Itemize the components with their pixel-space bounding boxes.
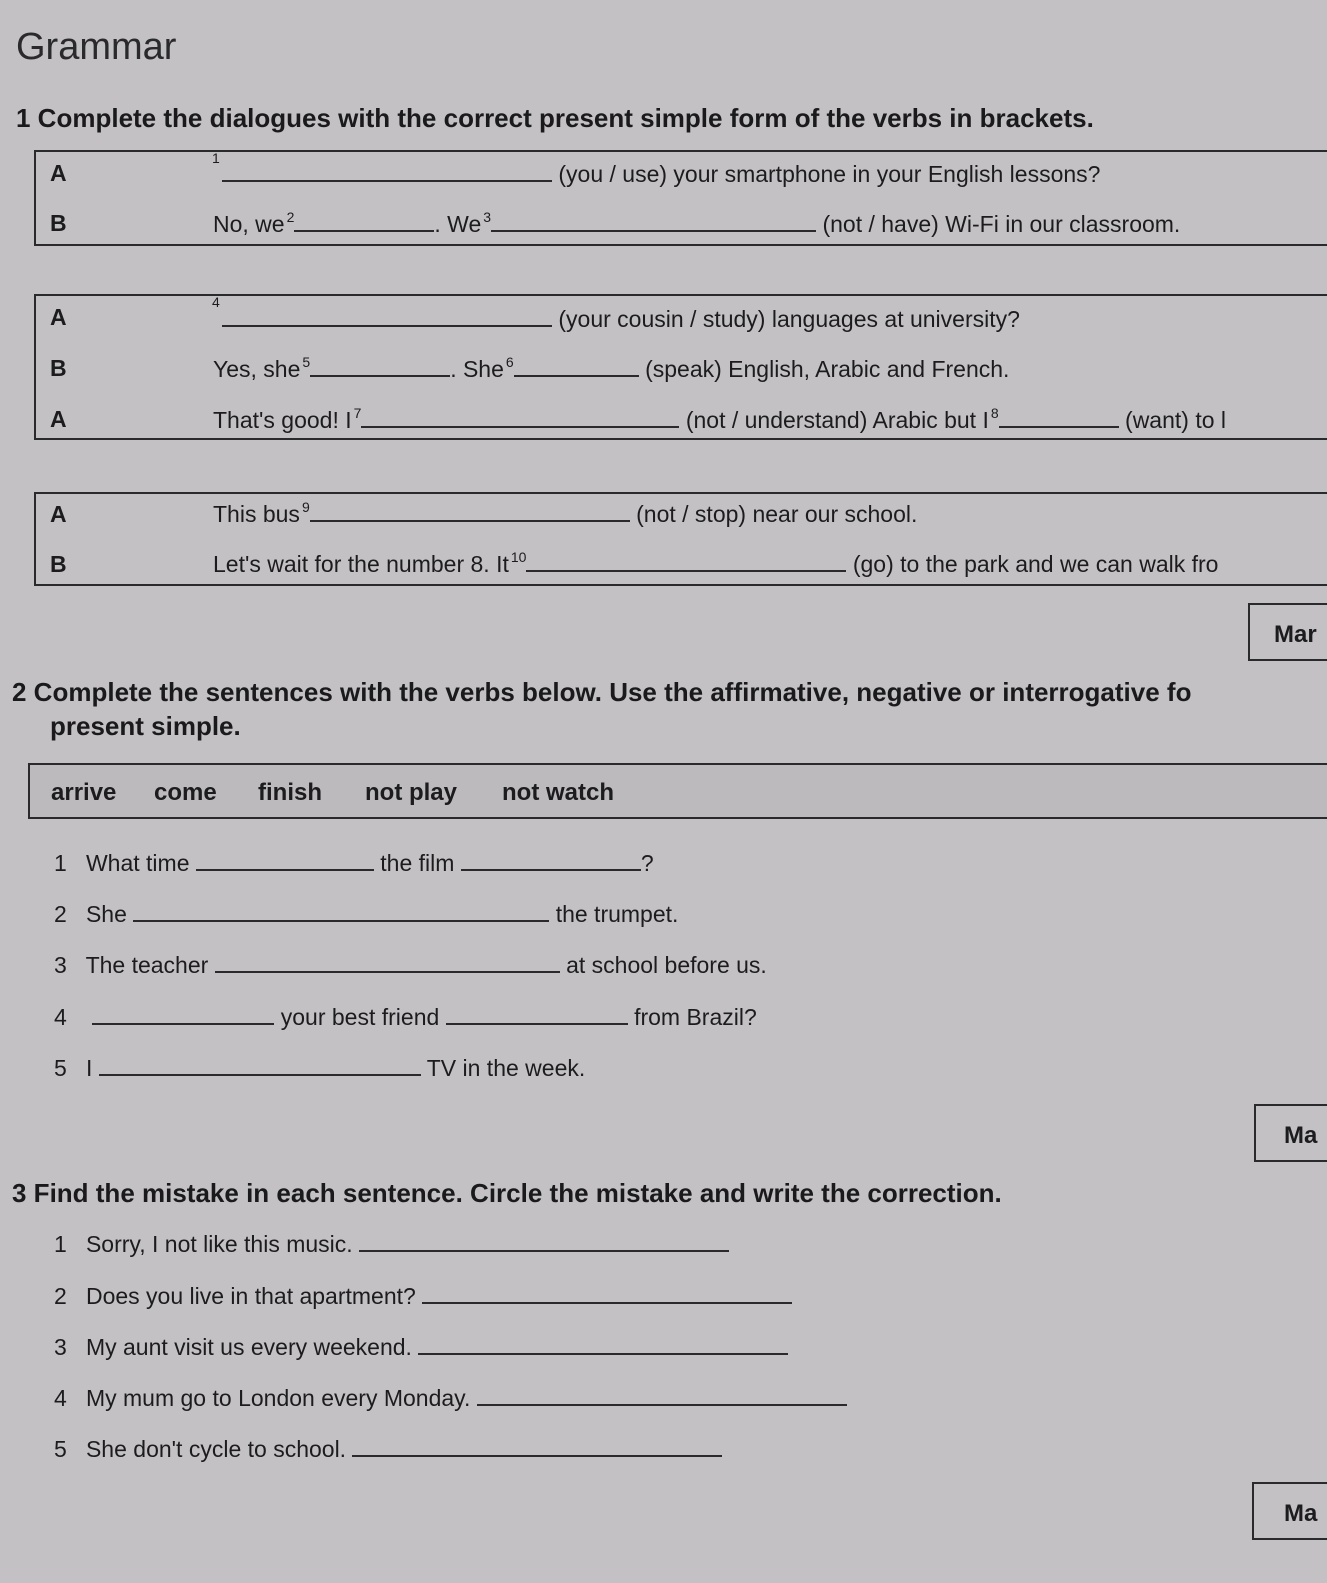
sentence-text: Does you live in that apartment? — [85, 1283, 416, 1309]
answer-blank[interactable] — [294, 208, 434, 232]
sentence-text: My aunt visit us every weekend. — [85, 1334, 412, 1360]
dialogue-line — [222, 158, 1100, 188]
correction-blank[interactable] — [359, 1228, 729, 1252]
speaker-label: A — [50, 160, 67, 186]
exercise-2-heading-continued: present simple. — [50, 711, 241, 741]
exercise-1-heading: 1 Complete the dialogues with the correct present simple form of the verbs in brackets. — [16, 103, 1094, 133]
exercise-3-heading: 3 Find the mistake in each sentence. Circle the mistake and write the correction. — [12, 1178, 1002, 1208]
sentence-text: She don't cycle to school. — [85, 1436, 347, 1462]
correction-blank[interactable] — [352, 1433, 722, 1457]
mark-label: Ma — [1284, 1122, 1318, 1149]
item-number: 4 — [54, 1385, 67, 1411]
sentence-item — [54, 1052, 585, 1082]
item-number: 5 — [54, 1055, 67, 1081]
answer-blank[interactable] — [526, 548, 846, 572]
dialogue-line — [213, 353, 1009, 383]
correction-item — [54, 1433, 722, 1463]
item-number: 1 — [54, 850, 67, 876]
sentence-text: Sorry, I not like this music. — [85, 1231, 353, 1257]
sentence-text: the film — [380, 850, 455, 876]
answer-blank[interactable] — [310, 498, 630, 522]
sentence-text: TV in the week. — [426, 1055, 586, 1081]
correction-blank[interactable] — [422, 1280, 792, 1304]
speaker-label: B — [50, 355, 67, 381]
sentence-text: What time — [85, 850, 190, 876]
mark-box — [1254, 1104, 1327, 1162]
answer-blank[interactable] — [99, 1052, 421, 1076]
answer-blank[interactable] — [222, 303, 552, 327]
speaker-label: B — [50, 551, 67, 577]
line-text: That's good! I — [213, 407, 352, 433]
line-text: (speak) English, Arabic and French. — [645, 356, 1010, 382]
mark-label: Mar — [1274, 621, 1317, 648]
word-item: not play — [365, 779, 458, 806]
answer-blank[interactable] — [514, 353, 639, 377]
answer-blank[interactable] — [310, 353, 450, 377]
line-text: . We — [434, 211, 482, 237]
correction-item — [54, 1228, 729, 1258]
answer-blank[interactable] — [446, 1001, 628, 1025]
line-text: Let's wait for the number 8. It — [213, 551, 509, 577]
mark-box — [1252, 1482, 1327, 1540]
dialogue-line — [213, 404, 1226, 434]
sentence-item — [54, 949, 767, 979]
page-title: Grammar — [16, 26, 177, 68]
answer-blank[interactable] — [361, 404, 679, 428]
word-item: arrive — [51, 779, 117, 806]
speaker-label: A — [50, 501, 67, 527]
gap-number: 3 — [483, 209, 492, 225]
line-text: Yes, she — [213, 356, 301, 382]
correction-item — [54, 1382, 847, 1412]
sentence-text: She — [85, 901, 127, 927]
word-item: come — [154, 779, 217, 806]
line-text: (you / use) your smartphone in your English lessons? — [558, 161, 1101, 187]
item-number: 3 — [54, 952, 67, 978]
sentence-text: My mum go to London every Monday. — [85, 1385, 471, 1411]
sentence-item — [54, 898, 678, 928]
line-text: (your cousin / study) languages at university? — [558, 306, 1020, 332]
gap-number: 2 — [286, 209, 295, 225]
word-item: not watch — [502, 779, 614, 806]
gap-number: 1 — [212, 150, 220, 166]
sentence-text: your best friend — [280, 1004, 440, 1030]
gap-number: 5 — [302, 354, 311, 370]
item-number: 2 — [54, 901, 67, 927]
line-text: (go) to the park and we can walk fro — [852, 551, 1219, 577]
correction-item — [54, 1280, 792, 1310]
answer-blank[interactable] — [92, 1001, 274, 1025]
dialogue-line — [213, 208, 1180, 238]
speaker-label: B — [50, 210, 67, 236]
word-box — [28, 763, 1327, 819]
exercise-2-heading: 2 Complete the sentences with the verbs below. Use the affirmative, negative or interrogative fo — [12, 677, 1192, 707]
gap-number: 8 — [990, 405, 999, 421]
gap-number: 7 — [353, 405, 362, 421]
item-number: 2 — [54, 1283, 67, 1309]
item-number: 1 — [54, 1231, 67, 1257]
sentence-text: from Brazil? — [634, 1004, 757, 1030]
sentence-item — [54, 1001, 757, 1031]
line-text: (want) to l — [1125, 407, 1227, 433]
item-number: 5 — [54, 1436, 67, 1462]
gap-number: 10 — [510, 549, 527, 565]
sentence-text: ? — [640, 850, 654, 876]
mark-label: Ma — [1284, 1500, 1318, 1527]
mark-box — [1248, 603, 1327, 661]
speaker-label: A — [50, 406, 67, 432]
line-text: (not / have) Wi-Fi in our classroom. — [822, 211, 1181, 237]
dialogue-line — [213, 548, 1218, 578]
correction-blank[interactable] — [418, 1331, 788, 1355]
sentence-text: The teacher — [85, 952, 209, 978]
dialogue-line — [213, 498, 917, 528]
answer-blank[interactable] — [215, 949, 560, 973]
line-text: (not / understand) Arabic but I — [685, 407, 989, 433]
sentence-text: I — [85, 1055, 93, 1081]
gap-number: 9 — [301, 499, 310, 515]
speaker-label: A — [50, 304, 67, 330]
line-text: This bus — [213, 501, 300, 527]
dialogue-line — [222, 303, 1020, 333]
gap-number: 4 — [212, 294, 220, 310]
gap-number: 6 — [505, 354, 514, 370]
word-item: finish — [258, 779, 322, 806]
line-text: . She — [450, 356, 504, 382]
answer-blank[interactable] — [196, 847, 374, 871]
correction-blank[interactable] — [477, 1382, 847, 1406]
sentence-text: the trumpet. — [555, 901, 679, 927]
line-text: No, we — [213, 211, 285, 237]
answer-blank[interactable] — [491, 208, 816, 232]
correction-item — [54, 1331, 788, 1361]
sentence-text: at school before us. — [566, 952, 767, 978]
answer-blank[interactable] — [461, 847, 641, 871]
answer-blank[interactable] — [133, 898, 549, 922]
item-number: 3 — [54, 1334, 67, 1360]
sentence-item — [54, 847, 654, 877]
line-text: (not / stop) near our school. — [636, 501, 918, 527]
answer-blank[interactable] — [999, 404, 1119, 428]
item-number: 4 — [54, 1004, 67, 1030]
answer-blank[interactable] — [222, 158, 552, 182]
